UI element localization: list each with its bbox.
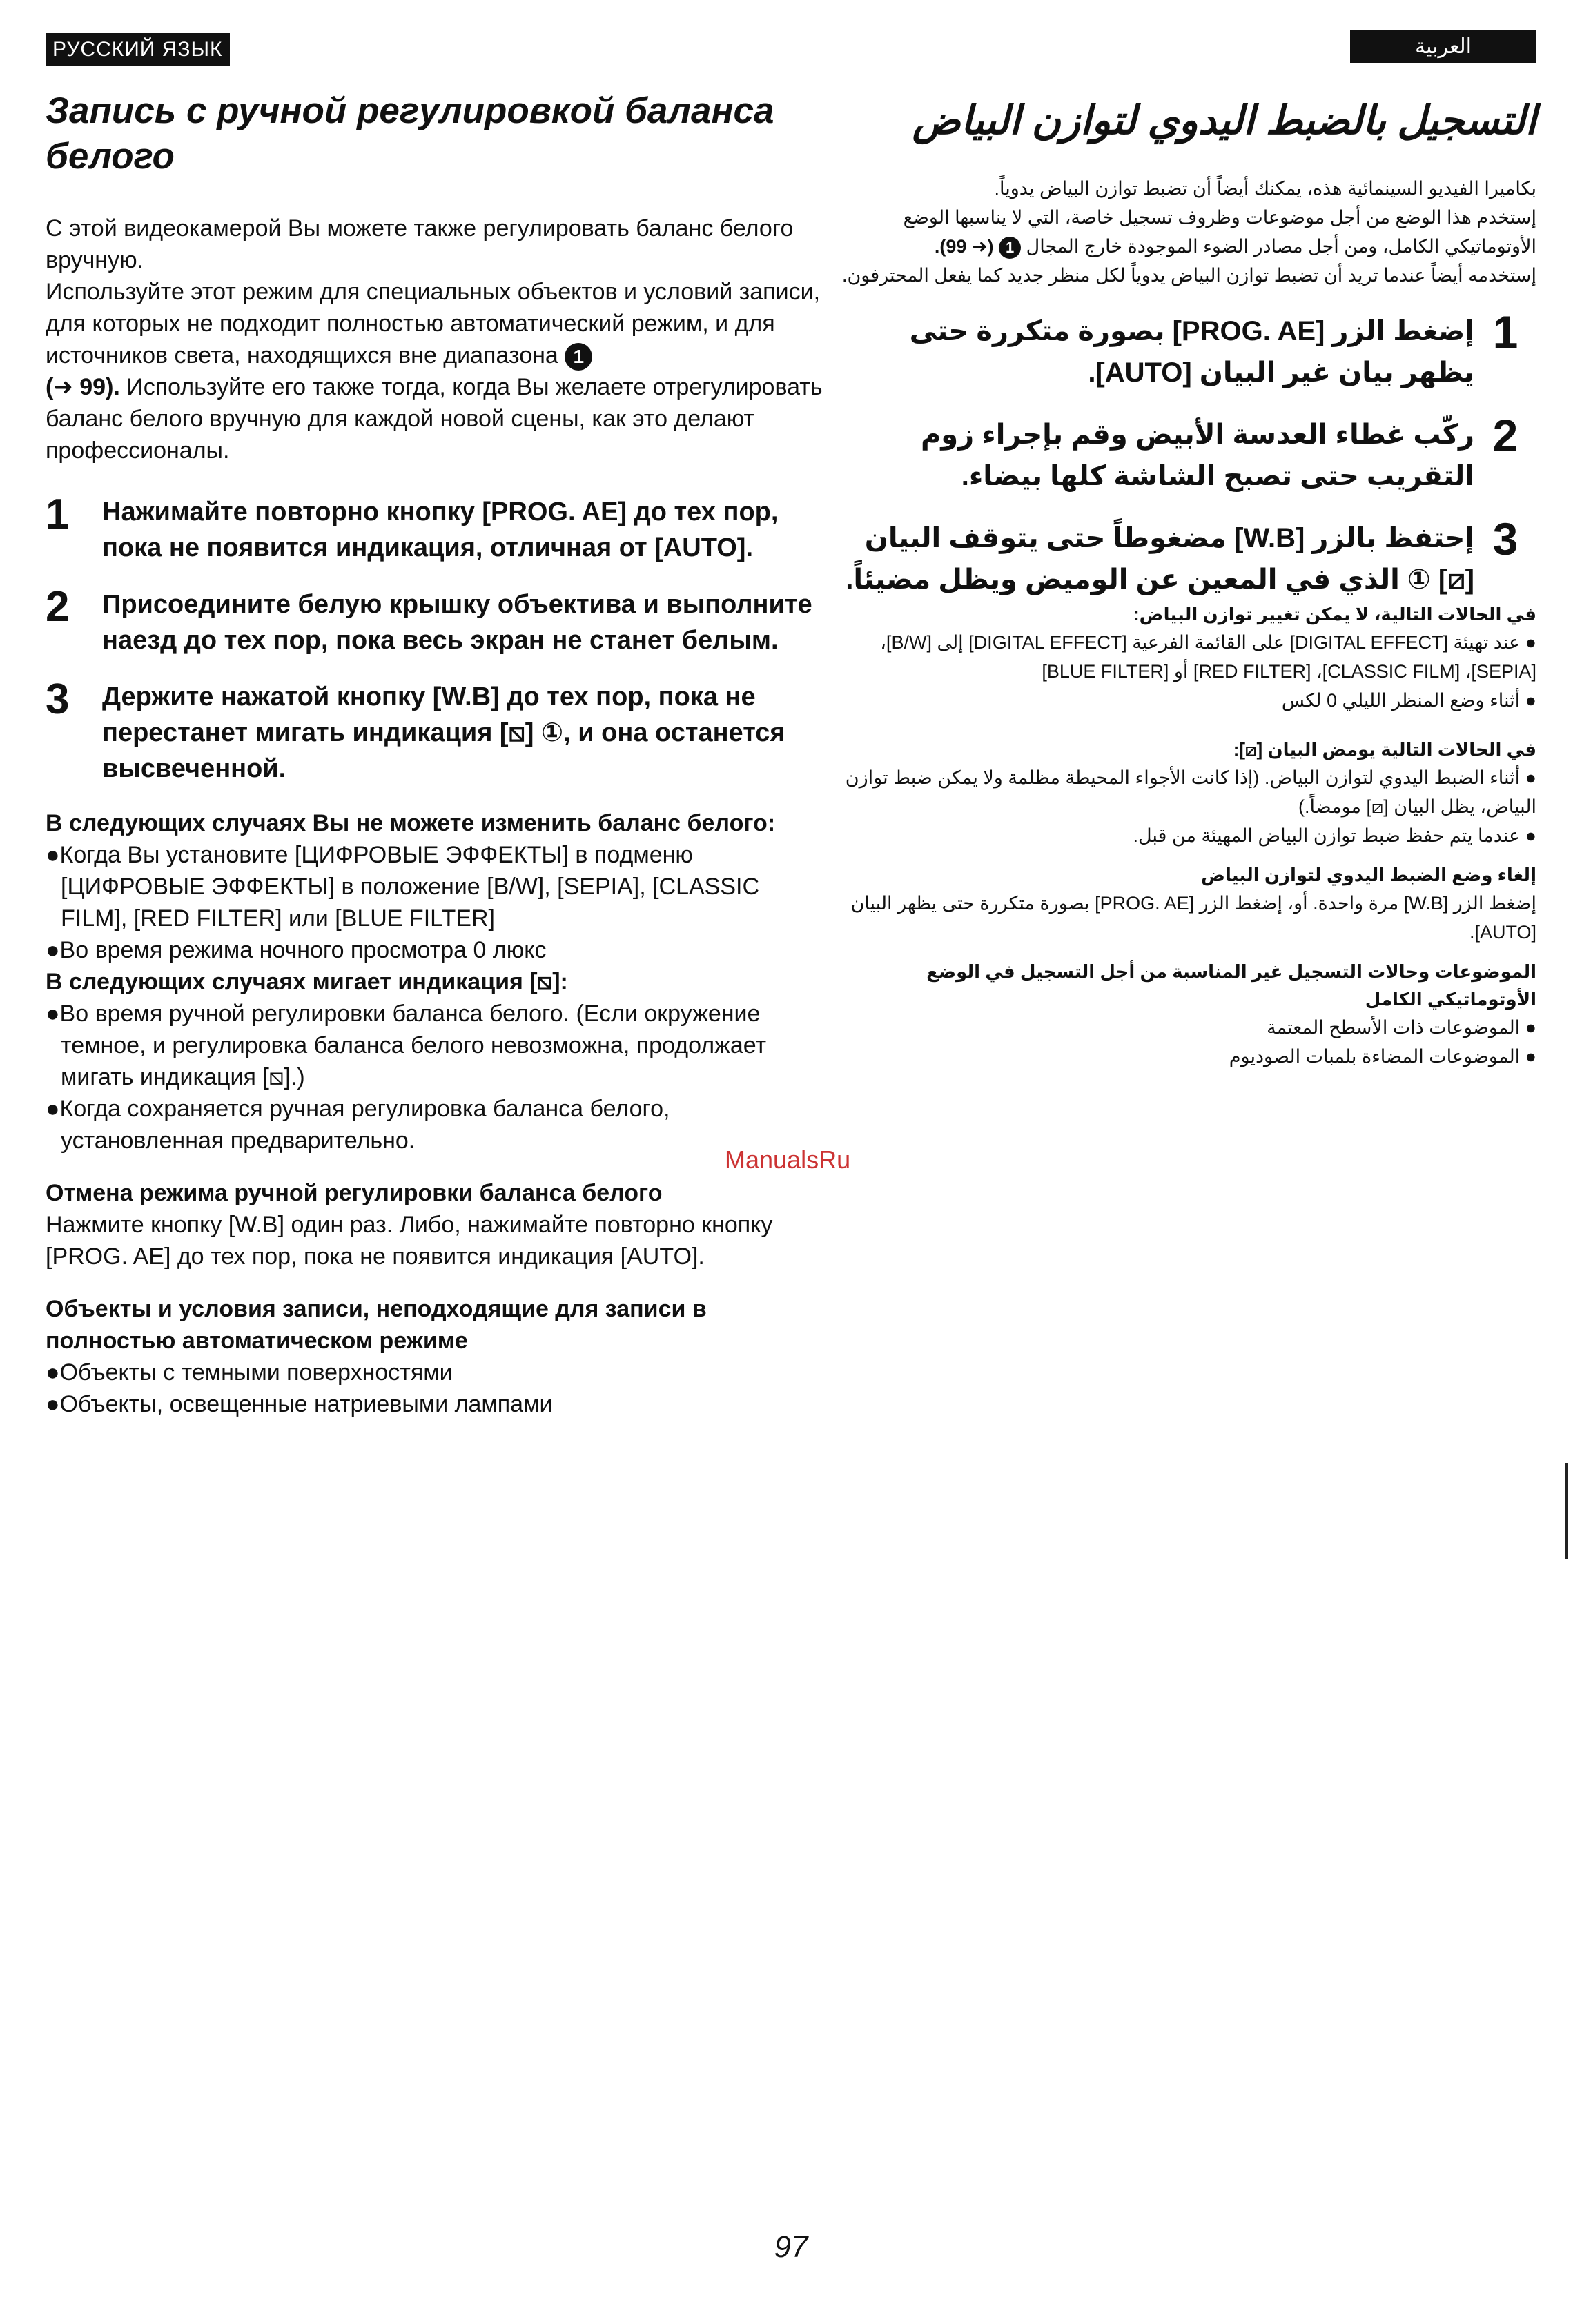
circled-number-icon: 1 xyxy=(999,237,1021,259)
ru-page-title: Запись с ручной регулировкой баланса белого xyxy=(46,90,774,177)
ru-intro-2: Используйте этот режим для специальных объектов и условий записи, для которых не подходит полностью автоматический режим, и для источников света, находящихся вне диапазона 1 (➜ 99). Используйте его также тогда, когда Вы желаете отрегулировать баланс белого вручную для каждой новой сцены, как это делают профессионалы. xyxy=(46,279,823,464)
page-number: 97 xyxy=(774,2230,808,2264)
ru-step-2: 2 Присоедините белую крышку объектива и выполните наезд до тех пор, пока весь экран не станет белым. xyxy=(46,583,812,655)
ru-step-3: 3 Держите нажатой кнопку [W.B] до тех пор, пока не перестанет мигать индикация [⧅] ①, и она останется высвеченной. xyxy=(46,676,785,783)
list-item: ●Во время режима ночного просмотра 0 люкс xyxy=(46,937,547,963)
ar-step-1: 1 إضغط الزر [PROG. AE] بصورة متكررة حتى يظهر بيان غير البيان [AUTO]. xyxy=(909,306,1518,388)
language-tag-arabic: العربية xyxy=(1350,30,1536,63)
ru-cannot-change-heading: В следующих случаях Вы не можете изменить баланс белого: xyxy=(46,810,776,836)
ru-step-1: 1 Нажимайте повторно кнопку [PROG. AE] до тех пор, пока не появится индикация, отличная от [AUTO]. xyxy=(46,491,779,562)
ar-intro-3: إستخدمه أيضاً عندما تريد أن تضبط توازن البياض يدوياً لكل منظر جديد كما يفعل المحترفون. xyxy=(841,265,1536,286)
circled-number-icon: 1 xyxy=(565,343,592,371)
ar-step-2: 2 ركّب غطاء العدسة الأبيض وقم بإجراء زوم التقريب حتى تصبح الشاشة كلها بيضاء. xyxy=(920,410,1518,491)
list-item: ●Когда сохраняется ручная регулировка баланса белого, установленная предварительно. xyxy=(46,1096,670,1154)
list-item: ● أثناء وضع المنظر الليلي 0 لكس xyxy=(1281,690,1536,711)
list-item: ● الموضوعات ذات الأسطح المعتمة xyxy=(1267,1017,1536,1038)
list-item: ●Объекты, освещенные натриевыми лампами xyxy=(46,1391,553,1417)
watermark: ManualsRu xyxy=(725,1145,851,1174)
language-tag-russian: РУССКИЙ ЯЗЫК xyxy=(46,33,230,66)
ru-intro-1: С этой видеокамерой Вы можете также регулировать баланс белого вручную. xyxy=(46,215,794,273)
list-item: ●Когда Вы установите [ЦИФРОВЫЕ ЭФФЕКТЫ] в подменю [ЦИФРОВЫЕ ЭФФЕКТЫ] в положение [B/W], [SEPIA], [CLASSIC FILM], [RED FILTER] или [BLUE FILTER] xyxy=(46,842,760,932)
russian-column xyxy=(46,88,826,1420)
ar-step-3: 3 إحتفظ بالزر [W.B] مضغوطاً حتى يتوقف البيان [⧅] ① الذي في المعين عن الوميض ويظل مضيئاً. xyxy=(846,513,1518,595)
ru-blink-heading: В следующих случаях мигает индикация [⧅]: xyxy=(46,969,568,995)
list-item: ●Объекты с темными поверхностями xyxy=(46,1359,453,1386)
ru-cancel-text: Нажмите кнопку [W.B] один раз. Либо, нажимайте повторно кнопку [PROG. AE] до тех пор, пока не появится индикация [AUTO]. xyxy=(46,1212,773,1270)
page-edge-mark xyxy=(1565,1463,1568,1559)
ar-intro-2: إستخدم هذا الوضع من أجل موضوعات وظروف تسجيل خاصة، التي لا يناسبها الوضع الأوتوماتيكي الكامل، ومن أجل مصادر الضوء الموجودة خارج المجال 1 (➜ 99). xyxy=(832,203,1536,261)
ar-page-title: التسجيل بالضبط اليدوي لتوازن البياض xyxy=(912,98,1536,143)
ar-intro-1: بكاميرا الفيديو السينمائية هذه، يمكنك أيضاً أن تضبط توازن البياض يدوياً. xyxy=(994,178,1536,199)
ru-cancel-heading: Отмена режима ручной регулировки баланса белого xyxy=(46,1180,663,1206)
ar-cancel-text: إضغط الزر [W.B] مرة واحدة. أو، إضغط الزر [PROG. AE] بصورة متكررة حتى يظهر البيان [AUTO]. xyxy=(850,893,1536,943)
list-item: ● أثناء الضبط اليدوي لتوازن البياض. (إذا كانت الأجواء المحيطة مظلمة ولا يمكن ضبط توازن البياض، يظل البيان [⧅] مومضاً.) xyxy=(845,767,1536,817)
list-item: ●Во время ручной регулировки баланса белого. (Если окружение темное, и регулировка баланса белого невозможна, продолжает мигать индикация [⧅].) xyxy=(46,1001,767,1090)
list-item: ● عندما يتم حفظ ضبط توازن البياض المهيئة من قبل. xyxy=(1133,825,1536,846)
ar-cancel-heading: إلغاء وضع الضبط اليدوي لتوازن البياض xyxy=(1200,865,1536,885)
ar-blink-heading: في الحالات التالية يومض البيان [⧅]: xyxy=(1233,739,1536,760)
list-item: ● عند تهيئة [DIGITAL EFFECT] على القائمة الفرعية [DIGITAL EFFECT] إلى [B/W]، [SEPIA]، [CLASSIC FILM]، [RED FILTER] أو [BLUE FILTER] xyxy=(880,632,1536,682)
ar-unsuitable-heading: الموضوعات وحالات التسجيل غير المناسبة من أجل التسجيل في الوضع الأوتوماتيكي الكامل xyxy=(926,961,1536,1010)
ar-cannot-heading: في الحالات التالية، لا يمكن تغيير توازن البياض: xyxy=(1133,604,1536,624)
list-item: ● الموضوعات المضاءة بلمبات الصوديوم xyxy=(1229,1046,1536,1067)
ru-unsuitable-heading: Объекты и условия записи, неподходящие для записи в полностью автоматическом режиме xyxy=(46,1296,707,1354)
arabic-column xyxy=(832,95,1536,1071)
